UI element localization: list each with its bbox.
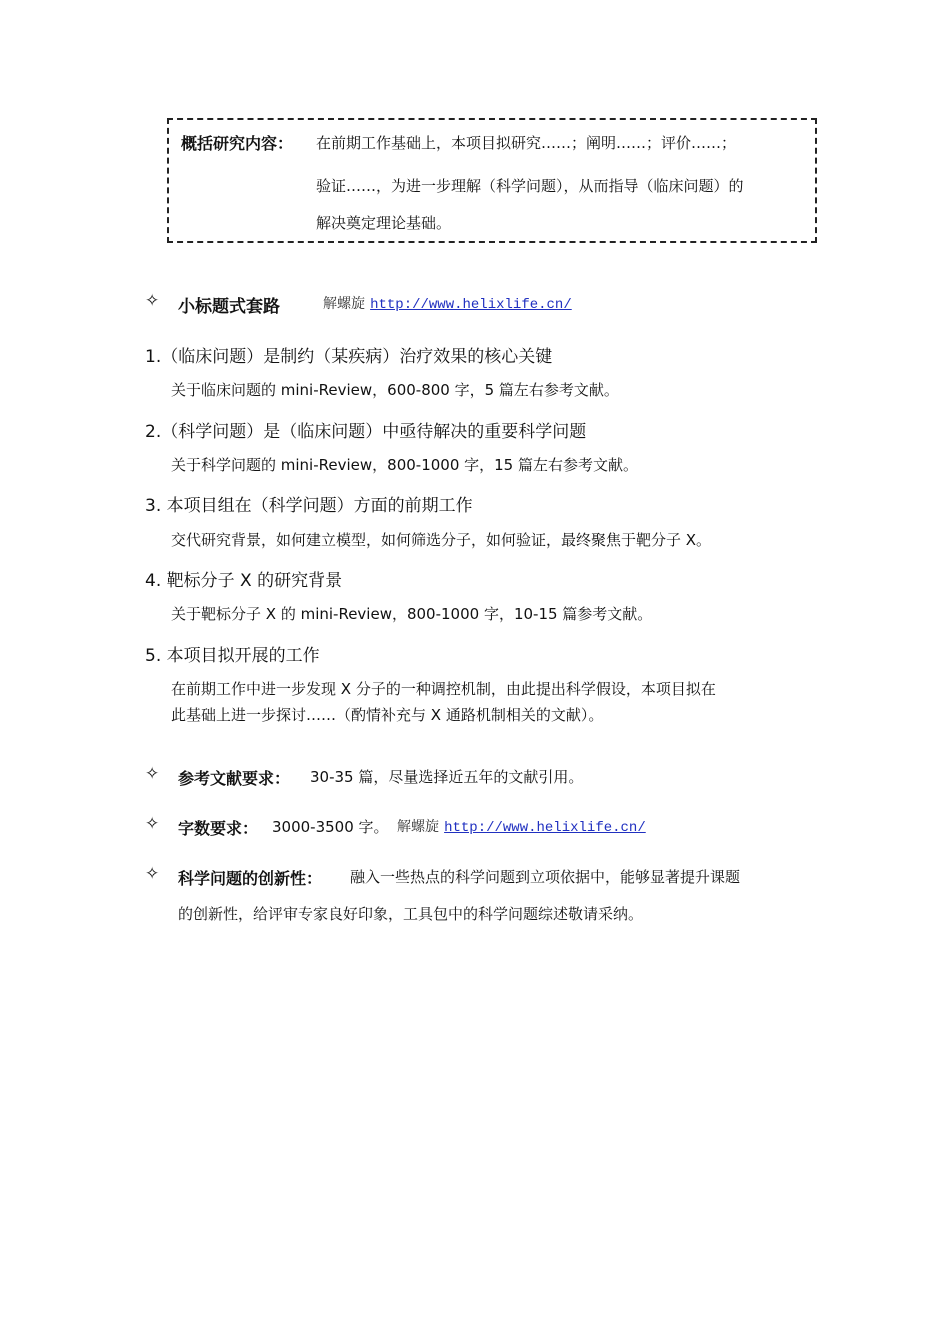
summary-line-1: 在前期工作基础上，本项目拟研究……；阐明……；评价……； [316, 134, 737, 152]
watermark [397, 816, 646, 836]
summary-line-3: 解决奠定理论基础。 [316, 214, 452, 232]
item-heading-3: 3. 本项目组在（科学问题）方面的前期工作 [145, 496, 473, 516]
bullet-icon: ✧ [145, 864, 160, 884]
research-summary-box [167, 118, 817, 243]
summary-label: 概括研究内容： [181, 134, 294, 153]
summary-line-2: 验证……，为进一步理解（科学问题），从而指导（临床问题）的 [316, 177, 744, 195]
bullet-icon: ✧ [145, 814, 160, 834]
bullet-icon: ✧ [145, 291, 160, 311]
item-heading-1: 1.（临床问题）是制约（某疾病）治疗效果的核心关键 [145, 347, 553, 367]
item-heading-5: 5. 本项目拟开展的工作 [145, 646, 320, 666]
innovation-line-2: 的创新性，给评审专家良好印象，工具包中的科学问题综述敬请采纳。 [178, 905, 644, 923]
word-count-text: 3000-3500 字。 [272, 818, 389, 836]
watermark-link[interactable]: http://www.helixlife.cn/ [370, 297, 572, 313]
item-body-4: 关于靶标分子 X 的 mini-Review，800-1000 字，10-15 篇参考文献。 [171, 605, 653, 623]
word-count-title: 字数要求： [178, 819, 259, 838]
watermark [323, 293, 572, 313]
watermark-text: 解螺旋 [397, 819, 439, 835]
item-heading-4: 4. 靶标分子 X 的研究背景 [145, 571, 343, 591]
references-text: 30-35 篇，尽量选择近五年的文献引用。 [310, 768, 584, 786]
references-title: 参考文献要求： [178, 769, 291, 788]
item-body-5-line-1: 在前期工作中进一步发现 X 分子的一种调控机制，由此提出科学假设，本项目拟在 [171, 680, 716, 698]
innovation-line-1: 融入一些热点的科学问题到立项依据中，能够显著提升课题 [350, 868, 741, 886]
item-body-3: 交代研究背景，如何建立模型，如何筛选分子，如何验证，最终聚焦于靶分子 X。 [171, 531, 712, 549]
subtitle-section-title: 小标题式套路 [178, 297, 280, 317]
item-body-1: 关于临床问题的 mini-Review，600-800 字，5 篇左右参考文献。 [171, 381, 619, 399]
item-body-5-line-2: 此基础上进一步探讨……（酌情补充与 X 通路机制相关的文献）。 [171, 706, 604, 724]
item-body-2: 关于科学问题的 mini-Review，800-1000 字，15 篇左右参考文献。 [171, 456, 638, 474]
bullet-icon: ✧ [145, 764, 160, 784]
watermark-text: 解螺旋 [323, 296, 365, 312]
watermark-link[interactable]: http://www.helixlife.cn/ [444, 820, 646, 836]
innovation-title: 科学问题的创新性： [178, 869, 323, 888]
item-heading-2: 2.（科学问题）是（临床问题）中亟待解决的重要科学问题 [145, 422, 587, 442]
